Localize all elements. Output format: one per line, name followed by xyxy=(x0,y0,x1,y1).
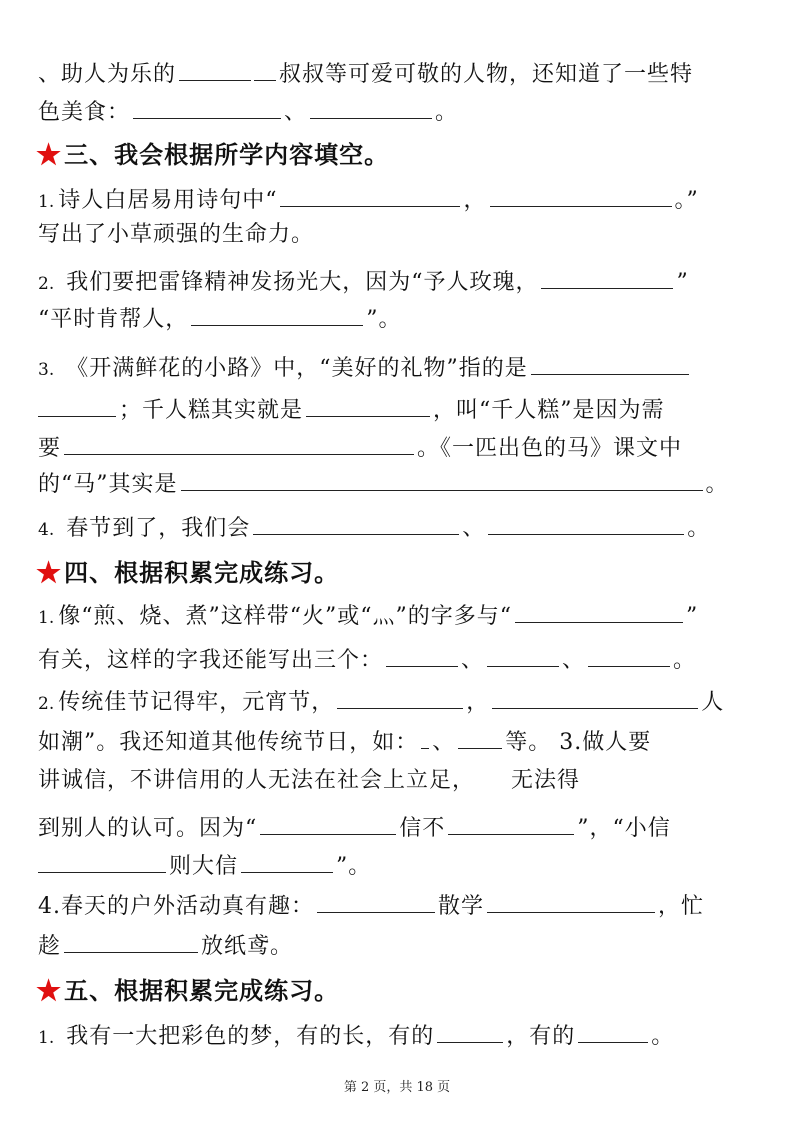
text: ”，“小信 xyxy=(577,816,671,841)
blank xyxy=(492,686,698,709)
text: 4.春天的户外活动真有趣： xyxy=(38,894,314,919)
text-line xyxy=(38,850,764,882)
text-line xyxy=(38,726,764,758)
text: 、助人为乐的 xyxy=(38,62,177,87)
blank xyxy=(421,726,429,749)
section-heading-3 xyxy=(36,138,389,171)
blank xyxy=(64,930,198,953)
text: 有关，这样的字我还能写出三个： xyxy=(38,648,384,673)
text-line xyxy=(38,220,764,250)
text: 、 xyxy=(461,648,485,673)
blank xyxy=(253,512,459,535)
text: ，忙 xyxy=(658,894,705,919)
question-3-2 xyxy=(38,266,764,299)
text: ；千人糕其实就是 xyxy=(119,398,304,423)
blank xyxy=(337,686,463,709)
blank xyxy=(306,394,430,417)
section-title: 五、根据积累完成练习。 xyxy=(64,976,340,1005)
text: ，叫“千人糕”是因为需 xyxy=(433,398,665,423)
text-line xyxy=(38,96,764,128)
text: 写出了小草顽强的生命力。 xyxy=(38,222,315,247)
text: 人 xyxy=(701,690,725,715)
text: “平时肯帮人， xyxy=(38,307,189,332)
star-icon: ★ xyxy=(36,138,63,171)
question-3-1 xyxy=(38,184,764,217)
text: 、 xyxy=(562,648,586,673)
text: ” xyxy=(676,270,689,295)
text: 等。 3.做人要 xyxy=(505,730,652,755)
question-4-2 xyxy=(38,686,764,719)
text: 《开满鲜花的小路》中，“美好的礼物”指的是 xyxy=(66,356,528,381)
text: 叔叔等可爱可敬的人物，还知道了一些特 xyxy=(279,62,694,87)
text: 。 xyxy=(705,472,729,497)
text-line xyxy=(38,432,764,464)
blank xyxy=(437,1020,503,1043)
blank xyxy=(260,812,396,835)
text: 。《一匹出色的马》课文中 xyxy=(417,436,683,461)
blank xyxy=(541,266,673,289)
question-3-4 xyxy=(38,512,764,545)
blank xyxy=(487,644,559,667)
blank xyxy=(133,96,281,119)
text: 信不 xyxy=(399,816,446,841)
text-line xyxy=(38,58,764,90)
text: 色美食： xyxy=(38,100,131,125)
text-line xyxy=(38,644,764,676)
text: 无法得 xyxy=(511,768,581,793)
text: 像“煎、烧、煮”这样带“火”或“灬”的字多与“ xyxy=(58,604,512,629)
text: 。” xyxy=(674,188,699,213)
question-number: 1. xyxy=(38,192,55,212)
blank xyxy=(191,303,363,326)
section-heading-4 xyxy=(36,556,339,589)
text: ，有的 xyxy=(506,1024,576,1049)
text: 、 xyxy=(284,100,308,125)
text: 讲诚信，不讲信用的人无法在社会上立足， xyxy=(38,768,476,793)
text: 的“马”其实是 xyxy=(38,472,178,497)
page-footer: 第 2 页，共 18 页 xyxy=(343,1080,451,1095)
text-line xyxy=(38,468,764,500)
blank xyxy=(448,812,574,835)
text: 要 xyxy=(38,436,62,461)
section-title: 四、根据积累完成练习。 xyxy=(64,558,340,587)
blank xyxy=(386,644,458,667)
question-5-1 xyxy=(38,1020,764,1053)
question-3-3 xyxy=(38,352,764,385)
text: 传统佳节记得牢，元宵节， xyxy=(58,690,335,715)
star-icon: ★ xyxy=(36,556,63,589)
question-number: 1. xyxy=(38,1028,55,1048)
text: 。 xyxy=(651,1024,675,1049)
blank xyxy=(578,1020,648,1043)
text: ”。 xyxy=(366,307,402,332)
text: 如潮”。我还知道其他传统节日，如： xyxy=(38,730,419,755)
text: 则大信 xyxy=(169,854,239,879)
blank xyxy=(179,58,251,81)
blank xyxy=(38,850,166,873)
question-number: 1. xyxy=(38,608,55,628)
question-number: 2. xyxy=(38,694,55,714)
text-line xyxy=(38,394,764,426)
blank xyxy=(531,352,689,375)
blank xyxy=(487,890,655,913)
question-4-4 xyxy=(38,890,764,922)
blank xyxy=(64,432,414,455)
text: 诗人白居易用诗句中“ xyxy=(58,188,278,213)
text: 趁 xyxy=(38,934,62,959)
text: 到别人的认可。因为“ xyxy=(38,816,258,841)
text-line xyxy=(38,303,764,335)
text: 、 xyxy=(432,730,456,755)
blank xyxy=(310,96,432,119)
blank xyxy=(181,468,703,491)
text: ， xyxy=(466,690,490,715)
text: 我们要把雷锋精神发扬光大，因为“予人玫瑰， xyxy=(66,270,539,295)
blank xyxy=(588,644,670,667)
text: ” xyxy=(685,604,699,629)
text-line xyxy=(38,812,764,844)
star-icon: ★ xyxy=(36,974,63,1007)
text: ”。 xyxy=(336,854,372,879)
question-number: 4. xyxy=(38,520,55,540)
blank xyxy=(515,600,683,623)
question-number: 3. xyxy=(38,360,55,380)
text: 春节到了，我们会 xyxy=(66,516,251,541)
text: ， xyxy=(463,188,487,213)
blank xyxy=(280,184,460,207)
text: 。 xyxy=(673,648,697,673)
blank xyxy=(241,850,333,873)
text-line xyxy=(38,930,764,962)
blank xyxy=(458,726,502,749)
text: 。 xyxy=(687,516,711,541)
text: 放纸鸢。 xyxy=(201,934,294,959)
blank xyxy=(490,184,672,207)
blank xyxy=(254,58,276,81)
section-title: 三、我会根据所学内容填空。 xyxy=(64,140,390,169)
text: 。 xyxy=(435,100,459,125)
text: 、 xyxy=(462,516,486,541)
question-number: 2. xyxy=(38,274,55,294)
question-4-1 xyxy=(38,600,764,633)
blank xyxy=(488,512,684,535)
section-heading-5 xyxy=(36,974,339,1007)
text: 散学 xyxy=(438,894,485,919)
text-line xyxy=(38,766,764,796)
text: 我有一大把彩色的梦，有的长，有的 xyxy=(66,1024,435,1049)
blank xyxy=(317,890,435,913)
blank xyxy=(38,394,116,417)
